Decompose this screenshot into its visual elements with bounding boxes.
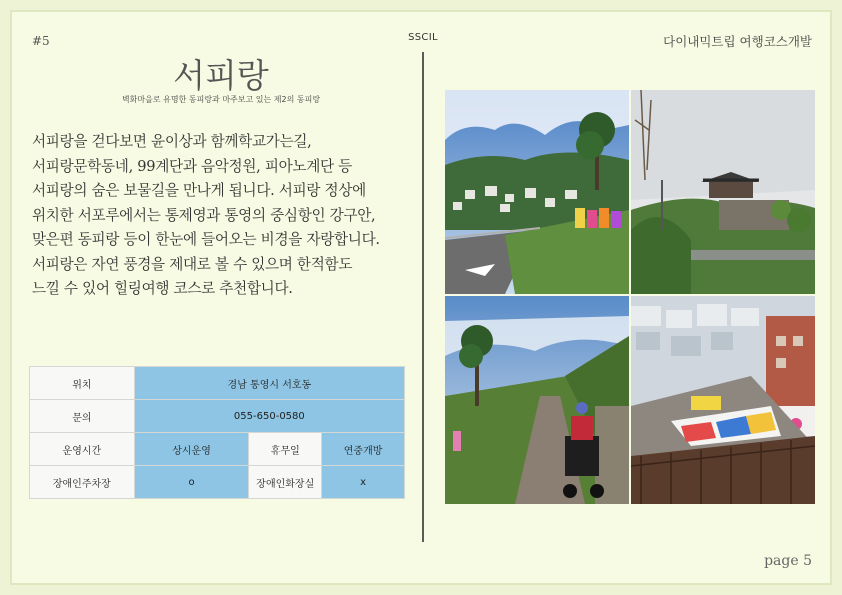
contact-label: 문의 (30, 400, 135, 433)
course-title: 다이내믹트립 여행코스개발 (663, 34, 812, 49)
document-page (10, 10, 832, 585)
restroom-value: x (322, 466, 405, 499)
location-value: 경남 통영시 서호동 (134, 367, 404, 400)
brand-label: SSCIL (408, 32, 438, 43)
photo-grid (445, 90, 815, 504)
hours-value: 상시운영 (134, 433, 249, 466)
table-row (30, 433, 405, 466)
restroom-label: 장애인화장실 (249, 466, 322, 499)
pavilion-photo (631, 90, 815, 294)
village-road-photo (445, 90, 629, 294)
description-line: 서피랑의 숨은 보물길을 만나게 됩니다. 서피랑 정상에 (32, 182, 366, 199)
description-line: 서피랑문학동네, 99계단과 음악정원, 피아노계단 등 (32, 157, 352, 175)
trail-wheelchair-photo (445, 296, 629, 504)
closed-label: 휴무일 (249, 433, 322, 466)
painted-stairs-photo (631, 296, 815, 504)
page-tag: #5 (32, 34, 50, 48)
description-line: 느낄 수 있어 힐링여행 코스로 추천합니다. (32, 280, 293, 297)
table-row (30, 367, 405, 400)
closed-value: 연중개방 (322, 433, 405, 466)
page-title: 서피랑 (173, 56, 269, 95)
parking-value: o (134, 466, 249, 499)
description-line: 위치한 서포루에서는 통제영과 통영의 중심항인 강구안, (32, 206, 376, 224)
hours-label: 운영시간 (30, 433, 135, 466)
page-number: page 5 (764, 553, 812, 569)
page-subtitle: 벽화마을로 유명한 동피랑과 마주보고 있는 제2의 동피랑 (121, 95, 321, 104)
location-label: 위치 (30, 367, 135, 400)
description-paragraph (32, 130, 412, 302)
contact-value: 055-650-0580 (134, 400, 404, 433)
parking-label: 장애인주차장 (30, 466, 135, 499)
table-row (30, 466, 405, 499)
description-line: 서피랑은 자연 풍경을 제대로 볼 수 있으며 한적함도 (32, 255, 353, 273)
vertical-divider (422, 52, 424, 542)
description-line: 맞은편 동피랑 등이 한눈에 들어오는 비경을 자랑합니다. (32, 231, 380, 248)
info-table (29, 366, 405, 499)
table-row (30, 400, 405, 433)
description-line: 서피랑을 걷다보면 윤이상과 함께학교가는길, (32, 133, 312, 150)
